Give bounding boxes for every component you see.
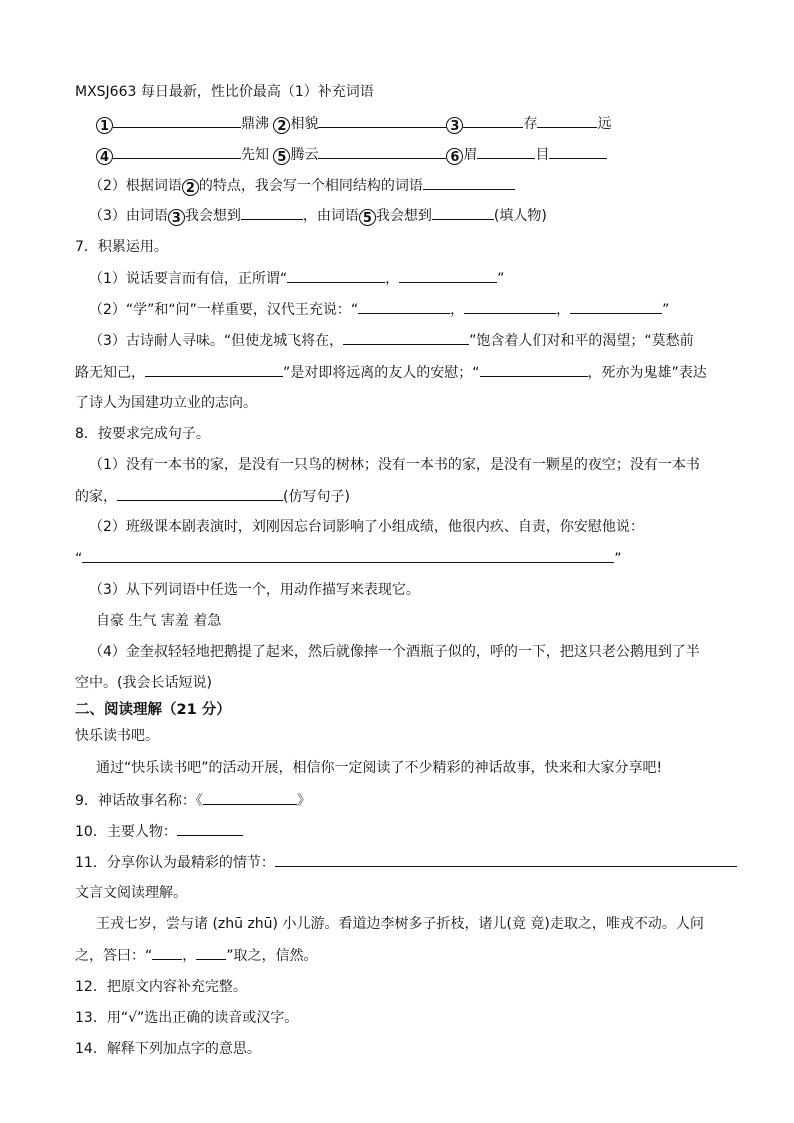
circled-number-2: 2 bbox=[182, 179, 199, 196]
q8-part-1-line-2: 的家， (仿写句子) bbox=[75, 486, 350, 507]
q6-part-3: （3）由词语 3 我会想到 ，由词语 5 我会想到 (填人物) bbox=[89, 205, 547, 226]
blank[interactable] bbox=[464, 299, 556, 314]
word-text: 腾云 bbox=[290, 147, 319, 163]
q7-part-3-line-2: 路无知己， ”是对即将远离的友人的安慰；“ ，死亦为鬼雄”表达 bbox=[75, 362, 707, 383]
blank[interactable] bbox=[287, 268, 385, 283]
word-text: 相貌 bbox=[290, 116, 319, 132]
classical-text-line-1: 王戎七岁，尝与诸 (zhū zhū) 小儿游。看道边李树多子折枝，诸儿(竟 竟)走取之，唯戎不动。人问 bbox=[96, 916, 704, 932]
q7-title: 7．积累运用。 bbox=[75, 239, 168, 255]
blank-6b[interactable] bbox=[549, 144, 607, 159]
blank-plot[interactable] bbox=[275, 852, 737, 867]
blank[interactable] bbox=[343, 330, 469, 345]
blank[interactable] bbox=[399, 268, 497, 283]
q8-part-1-line-1: （1）没有一本书的家，是没有一只鸟的树林；没有一本书的家，是没有一颗星的夜空；没有一本书 bbox=[89, 457, 700, 473]
q8-part-3: （3）从下列词语中任选一个，用动作描写来表现它。 bbox=[89, 582, 420, 598]
circled-number-4: 4 bbox=[96, 148, 113, 165]
blank[interactable] bbox=[570, 299, 662, 314]
circled-number-2: 2 bbox=[273, 117, 290, 134]
q8-word-list: 自豪 生气 害羞 着急 bbox=[96, 613, 222, 629]
blank-person-2[interactable] bbox=[432, 205, 494, 220]
q8-part-4-line-1: （4）金奎叔轻轻地把鹅提了起来，然后就像摔一个酒瓶子似的，呼的一下，把这只老公鹅甩到了半 bbox=[89, 644, 700, 660]
q6-intro: MXSJ663 每日最新，性比价最高（1）补充词语 bbox=[75, 84, 374, 100]
q11: 11．分享你认为最精彩的情节： bbox=[75, 852, 737, 873]
q10: 10．主要人物： bbox=[75, 821, 243, 842]
q7-part-2: （2）“学”和“问”一样重要，汉代王充说：“ ， ， ” bbox=[89, 299, 669, 320]
blank-imitation[interactable] bbox=[117, 486, 283, 501]
q8-title: 8．按要求完成句子。 bbox=[75, 426, 210, 442]
blank-1[interactable] bbox=[113, 113, 241, 128]
blank-6a[interactable] bbox=[477, 144, 535, 159]
circled-number-5: 5 bbox=[273, 148, 290, 165]
word-row-1 bbox=[96, 113, 611, 134]
q7-part-3-line-3: 了诗人为国建功立业的志向。 bbox=[75, 395, 257, 411]
q8-part-2: （2）班级课本剧表演时，刘刚因忘台词影响了小组成绩，他很内疚、自责，你安慰他说： bbox=[89, 519, 644, 535]
blank-2[interactable] bbox=[318, 113, 446, 128]
word-text: 存 bbox=[523, 116, 538, 132]
blank-story-name[interactable] bbox=[203, 790, 297, 805]
blank[interactable] bbox=[152, 945, 182, 960]
blank-person-1[interactable] bbox=[241, 205, 303, 220]
blank[interactable] bbox=[196, 945, 226, 960]
q12: 12．把原文内容补充完整。 bbox=[75, 979, 247, 995]
q13: 13．用“√”选出正确的读音或汉字。 bbox=[75, 1010, 299, 1026]
word-text: 远 bbox=[597, 116, 612, 132]
blank-4[interactable] bbox=[113, 144, 241, 159]
classical-text-line-2: 之，答曰：“ ， ”取之，信然。 bbox=[75, 945, 318, 966]
reading-intro: 通过“快乐读书吧”的活动开展，相信你一定阅读了不少精彩的神话故事，快来和大家分享吧! bbox=[96, 760, 663, 776]
q9: 9．神话故事名称：《 》 bbox=[75, 790, 311, 811]
section-title: 二、阅读理解（21 分） bbox=[75, 702, 231, 718]
blank-main-character[interactable] bbox=[177, 821, 243, 836]
circled-number-3: 3 bbox=[446, 117, 463, 134]
blank-answer[interactable] bbox=[423, 175, 515, 190]
q8-part-2-answer: “ ” bbox=[75, 548, 622, 569]
circled-number-1: 1 bbox=[96, 117, 113, 134]
word-row-2 bbox=[96, 144, 607, 165]
word-text: 眉 bbox=[463, 147, 478, 163]
q8-part-4-line-2: 空中。(我会长话短说) bbox=[75, 675, 212, 691]
reading-subtitle: 快乐读书吧。 bbox=[75, 728, 159, 744]
word-text: 鼎沸 bbox=[241, 116, 269, 132]
classical-title: 文言文阅读理解。 bbox=[75, 885, 187, 901]
blank-3b[interactable] bbox=[537, 113, 597, 128]
blank-comfort[interactable] bbox=[82, 548, 614, 563]
blank-3a[interactable] bbox=[463, 113, 523, 128]
circled-number-3: 3 bbox=[168, 209, 185, 226]
blank[interactable] bbox=[145, 362, 283, 377]
word-text: 先知 bbox=[241, 147, 269, 163]
blank[interactable] bbox=[358, 299, 450, 314]
circled-number-6: 6 bbox=[446, 148, 463, 165]
q6-part-2: （2）根据词语 2 的特点，我会写一个相同结构的词语 bbox=[89, 175, 515, 196]
q7-part-1: （1）说话要言而有信，正所谓“ ， ” bbox=[89, 268, 504, 289]
blank[interactable] bbox=[480, 362, 588, 377]
word-text: 目 bbox=[535, 147, 550, 163]
q14: 14．解释下列加点字的意思。 bbox=[75, 1041, 261, 1057]
q7-part-3-line-1: （3）古诗耐人寻味。“但使龙城飞将在， ”饱含着人们对和平的渴望；“莫愁前 bbox=[89, 330, 694, 351]
blank-5[interactable] bbox=[318, 144, 446, 159]
circled-number-5: 5 bbox=[359, 209, 376, 226]
